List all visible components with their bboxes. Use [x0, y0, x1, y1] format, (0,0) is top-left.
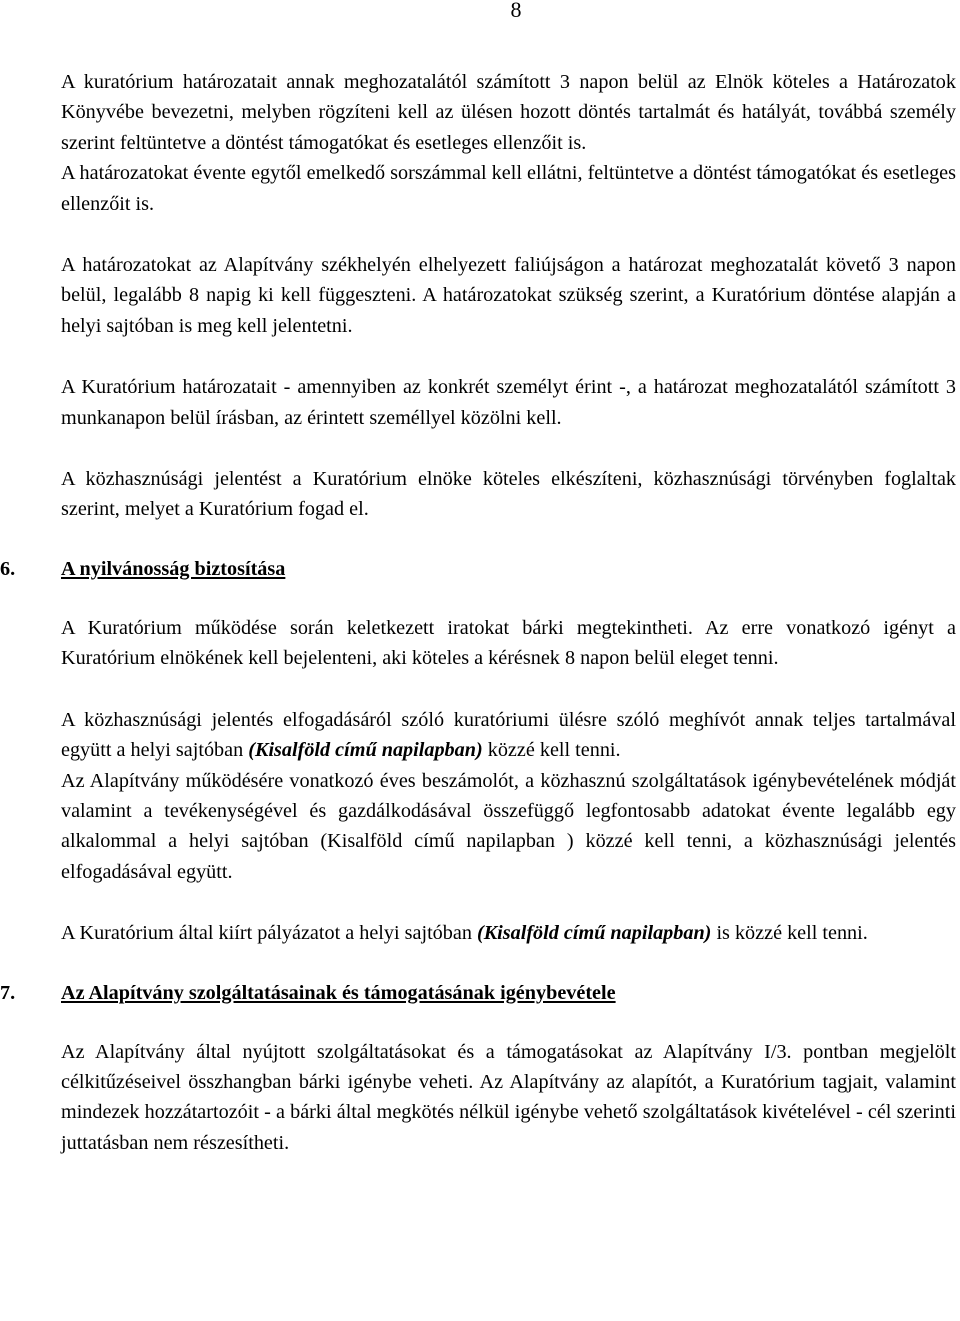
paragraph-tender-publication: [61, 918, 956, 948]
section-7-number: 7.: [0, 981, 16, 1004]
newspaper-reference: (Kisalföld című napilapban): [476, 922, 712, 945]
paragraph-meeting-invitation: [61, 705, 956, 766]
text-run: A közhasznúsági jelentés elfogadásáról szóló kuratóriumi ülésre szóló meghívót annak teljes tartalmával együtt a helyi sajtóban: [61, 708, 956, 762]
newspaper-reference: (Kisalföld című napilapban): [248, 739, 483, 762]
paragraph-personal-notification: A Kuratórium határozatait - amennyiben az konkrét személyt érint -, a határozat meghozatalától számított 3 munkanapon belül írásban, az érintett személlyel közölni kell.: [61, 376, 956, 429]
section-7-heading: [0, 978, 956, 1008]
paragraph-services-eligibility: Az Alapítvány által nyújtott szolgáltatásokat és a támogatásokat az Alapítvány I/3. pontban megjelölt célkitűzéseivel összhangban bárki igénybe veheti. Az Alapítvány az alapítót, a Kuratórium tagjait, valamint mindezek hozzátartozóit - a bárki által megkötés nélkül igénybe vehető szolgáltatások kivételével - cél szerinti juttatásban nem részesítheti.: [61, 1040, 956, 1154]
paragraph-resolutions-book: A kuratórium határozatait annak meghozatalától számított 3 napon belül az Elnök köteles a Határozatok Könyvébe bevezetni, melyben rögzíteni kell az ülésen hozott döntés tartalmát és hatályát, továbbá személy szerint feltüntetve a döntést támogatókat és esetleges ellenzőit is.: [61, 71, 956, 154]
text-run: is közzé kell tenni.: [711, 922, 868, 945]
text-run: közzé kell tenni.: [482, 739, 621, 762]
paragraph-resolution-numbering: A határozatokat évente egytől emelkedő sorszámmal kell ellátni, feltüntetve a döntést támogatókat és esetleges ellenzőit is.: [61, 162, 956, 215]
section-7-title: Az Alapítvány szolgáltatásainak és támogatásának igénybevétele: [61, 981, 616, 1004]
page-number: 8: [510, 0, 522, 22]
paragraph-public-benefit-report: A közhasznúsági jelentést a Kuratórium elnöke köteles elkészíteni, közhasznúsági törvényben foglaltak szerint, melyet a Kuratórium fogad el.: [61, 468, 956, 521]
section-6-title: A nyilvánosság biztosítása: [61, 557, 286, 580]
document-body: [0, 67, 956, 1158]
section-6-number: 6.: [0, 557, 16, 580]
section-6-heading: [0, 554, 956, 584]
text-run: A Kuratórium által kiírt pályázatot a helyi sajtóban: [61, 922, 477, 945]
paragraph-notice-board: A határozatokat az Alapítvány székhelyén elhelyezett faliújságon a határozat meghozatalát követő 3 napon belül, legalább 8 napig ki kell függeszteni. A határozatokat szükség szerint, a Kuratórium döntése alapján a helyi sajtóban is meg kell jelentetni.: [61, 254, 956, 337]
paragraph-annual-report: Az Alapítvány működésére vonatkozó éves beszámolót, a közhasznú szolgáltatások igénybevételének módját valamint a tevékenységével és gazdálkodásával összefüggő legfontosabb adatokat évente legalább egy alkalommal a helyi sajtóban (Kisalföld című napilapban ) közzé kell tenni, a közhasznúsági jelentés elfogadásával együtt.: [61, 769, 956, 883]
paragraph-documents-access: A Kuratórium működése során keletkezett iratokat bárki megtekintheti. Az erre vonatkozó igényt a Kuratórium elnökének kell bejelenteni, aki köteles a kérésnek 8 napon belül eleget tenni.: [61, 616, 956, 670]
